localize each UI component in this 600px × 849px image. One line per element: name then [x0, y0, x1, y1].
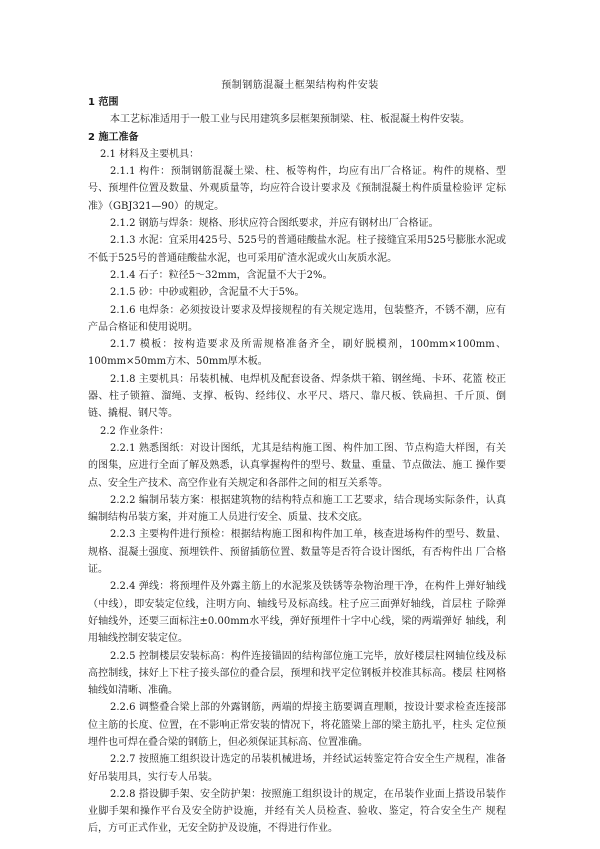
subsection-heading: 2.2 作业条件： — [100, 425, 170, 437]
paragraph: 2.1.8 主要机具：吊装机械、电焊机及配套设备、焊条烘干箱、钢丝绳、卡环、花篮 校正器、柱子锁箍、溜绳、支撑、板钩、经纬仪、水平尺、塔尺、靠尺板、铁扁担、千斤顶、倒链、撬棍、钢尺等。 — [88, 373, 506, 420]
paragraph: 2.2.8 搭设脚手架、安全防护架：按照施工组织设计的规定，在吊装作业面上搭设吊装作业脚手架和操作平台及安全防护设施，并经有关人员检查、验收、鉴定，符合安全生产 规程后，方可正式作业，无安全防护及设施，不得进行作业。 — [88, 788, 506, 835]
paragraph: 2.1.7 模板：按构造要求及所需规格准备齐全，刷好脱模剂，100mm×100mm、100mm×50mm方木、50mm厚木板。 — [88, 339, 506, 368]
paragraph: 2.1.6 电焊条：必须按设计要求及焊接规程的有关规定选用，包装整齐，不锈不潮，应有产品合格证和使用说明。 — [88, 304, 506, 333]
paragraph: 2.2.2 编制吊装方案：根据建筑物的结构特点和施工工艺要求，结合现场实际条件，认真编制结构吊装方案，并对施工人员进行安全、质量、技术交底。 — [88, 494, 506, 524]
section-heading: 1 范围 — [88, 97, 119, 108]
paragraph: 2.1.3 水泥：宜采用425号、525号的普通硅酸盐水泥。柱子接缝宜采用525号膨胀水泥或不低于525号的普通硅酸盐水泥，也可采用矿渣水泥或火山灰质水泥。 — [88, 235, 506, 264]
paragraph: 2.2.1 熟悉图纸：对设计图纸，尤其是结构施工图、构件加工图、节点构造大样图，有关的图集，应进行全面了解及熟悉，认真掌握构件的型号、数量、重量、节点做法、施工 操作要点、安全生产技术、高空作业有关规定和各部件之间的相互关系等。 — [88, 442, 506, 489]
paragraph: 本工艺标准适用于一般工业与民用建筑多层框架预制梁、柱、板混凝土构件安装。 — [110, 114, 470, 126]
document-body — [88, 94, 506, 838]
paragraph: 2.1.5 砂：中砂或粗砂，含泥量不大于5%。 — [110, 287, 305, 299]
paragraph: 2.1.4 石子：粒径5～32mm，含泥量不大于2%。 — [110, 269, 333, 281]
subsection-heading: 2.1 材料及主要机具： — [100, 148, 200, 160]
paragraph: 2.2.5 控制楼层安装标高：构件连接锚固的结构部位施工完毕，放好楼层柱网轴位线及标高控制线，抹好上下柱子接头部位的叠合层，预埋和找平定位钢板并校准其标高。楼层 柱网格轴线如清晰、准确。 — [88, 650, 506, 697]
paragraph: 2.2.3 主要构件进行预检：根据结构施工图和构件加工单，核查进场构件的型号、数量、规格、混凝土强度、预埋铁件、预留插筋位置、数量等是否符合设计图纸，有否构件出 厂合格证。 — [88, 529, 506, 576]
section-heading: 2 施工准备 — [88, 131, 139, 143]
paragraph: 2.2.7 按照施工组织设计选定的吊装机械进场，并经试运转鉴定符合安全生产规程，准备好吊装用具，实行专人吊装。 — [88, 754, 506, 783]
paragraph: 2.1.1 构件：预制钢筋混凝土梁、柱、板等构件，均应有出厂合格证。构件的规格、型号、预埋件位置及数量、外观质量等，均应符合设计要求及《预制混凝土构件质量检验评 定标准》（GBJ321—90）的规定。 — [88, 166, 506, 212]
paragraph: 2.2.6 调整叠合梁上部的外露钢筋，两端的焊接主筋要调直理顺，按设计要求检查连接部位主筋的长度、位置，在不影响正常安装的情况下，将花篮梁上部的梁主筋扎平，柱头 定位预埋件也可焊在叠合梁的钢筋上，但必须保证其标高、位置准确。 — [88, 702, 506, 748]
paragraph: 2.1.2 钢筋与焊条：规格、形状应符合图纸要求，并应有钢材出厂合格证。 — [110, 218, 439, 230]
paragraph: 2.2.4 弹线：将预埋件及外露主筋上的水泥浆及铁锈等杂物治理干净，在构件上弹好轴线（中线），即安装定位线，注明方向、轴线号及标高线。柱子应三面弹好轴线，首层柱 子除弹好轴线外，还要三面标注±0.00mm水平线，弹好预埋件十字中心线，梁的两端弹好 轴线，利用轴线控制安装定位。 — [88, 581, 506, 645]
document-title: 预制钢筋混凝土框架结构构件安装 — [221, 80, 379, 91]
